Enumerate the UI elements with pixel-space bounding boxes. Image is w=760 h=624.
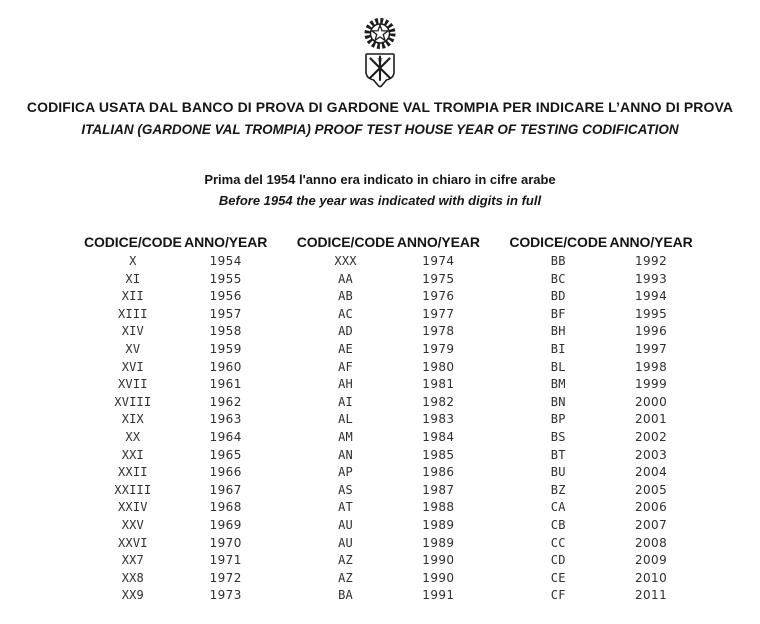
code-cell: XI bbox=[125, 271, 141, 286]
code-cell: AA bbox=[338, 271, 353, 286]
year-cell: 1967 bbox=[209, 482, 242, 497]
year-cell: 1991 bbox=[422, 588, 455, 603]
year-cell: 2001 bbox=[634, 412, 668, 427]
code-cell: X bbox=[129, 254, 137, 268]
code-cell: BL bbox=[550, 359, 566, 374]
table-row bbox=[297, 499, 483, 517]
table-row bbox=[509, 376, 695, 394]
year-cell: 1998 bbox=[634, 359, 668, 374]
year-cell: 1963 bbox=[209, 412, 242, 427]
year-cell: 1999 bbox=[634, 377, 668, 392]
table-row bbox=[509, 394, 695, 412]
code-cell: AU bbox=[338, 535, 353, 550]
table-row bbox=[297, 552, 483, 570]
column-header-code: CODICE/CODE bbox=[509, 234, 608, 250]
table-row bbox=[297, 376, 483, 394]
code-cell: BZ bbox=[550, 482, 566, 497]
table-row bbox=[84, 341, 270, 359]
column-header-code: CODICE/CODE bbox=[84, 234, 182, 250]
note-italian: Prima del 1954 l'anno era indicato in chiaro in cifre arabe bbox=[204, 172, 556, 187]
year-cell: 1966 bbox=[209, 465, 242, 480]
table-row bbox=[297, 341, 483, 359]
code-cell: XV bbox=[125, 341, 141, 356]
table-row bbox=[509, 429, 695, 447]
table-row bbox=[84, 411, 270, 429]
code-cell: XXII bbox=[117, 465, 148, 480]
table-row bbox=[509, 306, 695, 324]
table-row bbox=[84, 429, 270, 447]
code-cell: CC bbox=[550, 535, 566, 550]
code-cell: BB bbox=[550, 254, 566, 268]
table-row bbox=[84, 306, 270, 324]
proof-house-emblem-icon bbox=[348, 16, 412, 92]
year-cell: 1955 bbox=[209, 271, 242, 286]
year-cell: 1988 bbox=[422, 500, 455, 515]
code-cell: BN bbox=[550, 394, 566, 409]
year-cell: 1985 bbox=[422, 447, 455, 462]
code-cell: BD bbox=[550, 289, 566, 304]
code-cell: CB bbox=[550, 517, 566, 532]
table-row bbox=[509, 517, 695, 535]
table-row bbox=[84, 359, 270, 377]
table-row bbox=[84, 552, 270, 570]
year-cell: 1977 bbox=[422, 306, 455, 321]
code-cell: XX bbox=[125, 429, 141, 444]
code-cell: AF bbox=[338, 359, 353, 374]
column-header-code: CODICE/CODE bbox=[296, 234, 395, 250]
code-cell: BP bbox=[550, 412, 566, 427]
code-cell: BA bbox=[338, 588, 353, 603]
table-row bbox=[297, 517, 483, 535]
code-cell: AC bbox=[338, 306, 353, 321]
code-cell: XVII bbox=[117, 377, 148, 392]
year-cell: 1961 bbox=[209, 377, 242, 392]
code-cell: CA bbox=[550, 500, 566, 515]
code-cell: AN bbox=[338, 447, 353, 462]
code-cell: CF bbox=[550, 588, 566, 603]
header-row bbox=[84, 234, 270, 253]
year-cell: 1971 bbox=[209, 553, 242, 568]
column-header-year: ANNO/YEAR bbox=[396, 234, 480, 250]
table-row bbox=[509, 587, 695, 605]
year-cell: 1995 bbox=[634, 306, 668, 321]
code-cell: BS bbox=[550, 429, 566, 444]
year-cell: 2000 bbox=[634, 394, 668, 409]
table-row bbox=[84, 482, 270, 500]
code-cell: XX7 bbox=[121, 553, 144, 568]
year-cell: 1959 bbox=[209, 341, 242, 356]
code-cell: CD bbox=[550, 553, 566, 568]
year-cell: 2009 bbox=[634, 553, 668, 568]
table-row bbox=[509, 552, 695, 570]
code-cell: AP bbox=[338, 465, 353, 480]
code-cell: XX8 bbox=[121, 570, 144, 585]
year-cell: 2005 bbox=[634, 482, 668, 497]
year-cell: 1986 bbox=[422, 465, 455, 480]
code-cell: BI bbox=[550, 341, 566, 356]
code-cell: XXVI bbox=[117, 535, 148, 550]
table-row bbox=[84, 323, 270, 341]
column-header-year: ANNO/YEAR bbox=[609, 234, 693, 250]
table-row bbox=[297, 323, 483, 341]
year-cell: 1980 bbox=[422, 359, 455, 374]
table-row bbox=[84, 535, 270, 553]
code-cell: AB bbox=[338, 289, 353, 304]
table-row bbox=[297, 464, 483, 482]
year-cell: 1993 bbox=[634, 271, 668, 286]
table-row bbox=[509, 447, 695, 465]
table-row bbox=[297, 587, 483, 605]
code-cell: XX9 bbox=[121, 588, 144, 603]
table-row bbox=[509, 341, 695, 359]
code-year-table-1 bbox=[84, 234, 270, 605]
year-cell: 1989 bbox=[422, 535, 455, 550]
code-cell: AM bbox=[338, 429, 353, 444]
table-row bbox=[509, 323, 695, 341]
year-cell: 1990 bbox=[422, 570, 455, 585]
year-cell: 1972 bbox=[209, 570, 242, 585]
table-row bbox=[297, 570, 483, 588]
year-cell: 1992 bbox=[634, 254, 668, 268]
table-row bbox=[84, 253, 270, 271]
code-cell: XII bbox=[121, 289, 144, 304]
code-cell: XXX bbox=[334, 254, 357, 268]
code-cell: AZ bbox=[338, 570, 353, 585]
code-cell: AT bbox=[338, 500, 353, 515]
year-cell: 1979 bbox=[422, 341, 455, 356]
year-cell: 1954 bbox=[209, 254, 242, 268]
table-row bbox=[84, 587, 270, 605]
code-cell: XXIII bbox=[114, 482, 152, 497]
table-row bbox=[509, 271, 695, 289]
code-cell: XIX bbox=[121, 412, 144, 427]
code-cell: AL bbox=[338, 412, 353, 427]
year-cell: 1990 bbox=[422, 553, 455, 568]
code-year-table-2 bbox=[297, 234, 483, 605]
table-row bbox=[84, 464, 270, 482]
year-cell: 2008 bbox=[634, 535, 668, 550]
year-cell: 2011 bbox=[634, 588, 668, 603]
code-cell: XXIV bbox=[117, 500, 148, 515]
year-cell: 1987 bbox=[422, 482, 455, 497]
code-cell: XXV bbox=[121, 517, 144, 532]
page-title-italian: CODIFICA USATA DAL BANCO DI PROVA DI GARDONE VAL TROMPIA PER INDICARE L’ANNO DI PROVA bbox=[26, 99, 734, 115]
header-row bbox=[297, 234, 483, 253]
table-row bbox=[509, 411, 695, 429]
code-cell: BU bbox=[550, 465, 566, 480]
column-header-year: ANNO/YEAR bbox=[184, 234, 268, 250]
code-cell: XXI bbox=[121, 447, 144, 462]
code-cell: XIV bbox=[121, 324, 144, 339]
year-cell: 2002 bbox=[634, 429, 668, 444]
code-cell: CE bbox=[550, 570, 566, 585]
table-row bbox=[509, 499, 695, 517]
table-row bbox=[297, 482, 483, 500]
table-row bbox=[509, 253, 695, 271]
year-cell: 1994 bbox=[634, 289, 668, 304]
table-row bbox=[84, 499, 270, 517]
table-row bbox=[509, 570, 695, 588]
code-cell: AH bbox=[338, 377, 353, 392]
year-cell: 2010 bbox=[634, 570, 668, 585]
year-cell: 1958 bbox=[209, 324, 242, 339]
table-row bbox=[84, 271, 270, 289]
year-cell: 2006 bbox=[634, 500, 668, 515]
table-row bbox=[509, 482, 695, 500]
code-cell: BF bbox=[550, 306, 566, 321]
table-row bbox=[297, 271, 483, 289]
table-row bbox=[297, 447, 483, 465]
table-row bbox=[509, 359, 695, 377]
table-row bbox=[297, 394, 483, 412]
year-cell: 1973 bbox=[209, 588, 242, 603]
table-row bbox=[84, 288, 270, 306]
code-cell: AI bbox=[338, 394, 353, 409]
year-cell: 1997 bbox=[634, 341, 668, 356]
table-row bbox=[84, 447, 270, 465]
table-row bbox=[297, 359, 483, 377]
code-cell: BH bbox=[550, 324, 566, 339]
year-cell: 1968 bbox=[209, 500, 242, 515]
table-row bbox=[297, 288, 483, 306]
document-page bbox=[0, 16, 760, 624]
code-year-table-3 bbox=[509, 234, 695, 605]
year-cell: 2003 bbox=[634, 447, 668, 462]
table-row bbox=[84, 570, 270, 588]
table-row bbox=[297, 535, 483, 553]
table-row bbox=[84, 517, 270, 535]
year-cell: 1982 bbox=[422, 394, 455, 409]
year-cell: 1983 bbox=[422, 412, 455, 427]
table-row bbox=[509, 535, 695, 553]
year-cell: 1975 bbox=[422, 271, 455, 286]
code-cell: AD bbox=[338, 324, 353, 339]
table-row bbox=[84, 394, 270, 412]
code-cell: XIII bbox=[117, 306, 148, 321]
year-cell: 1989 bbox=[422, 517, 455, 532]
code-cell: AU bbox=[338, 517, 353, 532]
table-row bbox=[297, 411, 483, 429]
year-cell: 1956 bbox=[209, 289, 242, 304]
year-cell: 2004 bbox=[634, 465, 668, 480]
year-cell: 1984 bbox=[422, 429, 455, 444]
table-row bbox=[509, 464, 695, 482]
code-cell: XVI bbox=[121, 359, 144, 374]
header-row bbox=[509, 234, 695, 253]
code-cell: AE bbox=[338, 341, 353, 356]
code-cell: AS bbox=[338, 482, 353, 497]
year-cell: 1976 bbox=[422, 289, 455, 304]
year-cell: 1964 bbox=[209, 429, 242, 444]
year-cell: 1965 bbox=[209, 447, 242, 462]
code-cell: AZ bbox=[338, 553, 353, 568]
year-cell: 1957 bbox=[209, 306, 242, 321]
year-cell: 1978 bbox=[422, 324, 455, 339]
year-cell: 1981 bbox=[422, 377, 455, 392]
code-cell: BM bbox=[550, 377, 566, 392]
code-year-tables bbox=[84, 234, 760, 605]
code-cell: XVIII bbox=[114, 394, 152, 409]
code-cell: BC bbox=[550, 271, 566, 286]
note-english: Before 1954 the year was indicated with digits in full bbox=[218, 193, 542, 208]
code-cell: BT bbox=[550, 447, 566, 462]
page-title-english: ITALIAN (GARDONE VAL TROMPIA) PROOF TEST HOUSE YEAR OF TESTING CODIFICATION bbox=[81, 122, 679, 137]
year-cell: 2007 bbox=[634, 517, 668, 532]
table-row bbox=[84, 376, 270, 394]
gear-icon bbox=[368, 22, 392, 46]
year-cell: 1969 bbox=[209, 517, 242, 532]
year-cell: 1962 bbox=[209, 394, 242, 409]
table-row bbox=[297, 306, 483, 324]
table-row bbox=[297, 429, 483, 447]
year-cell: 1960 bbox=[209, 359, 242, 374]
table-row bbox=[509, 288, 695, 306]
shield-icon bbox=[366, 54, 394, 87]
year-cell: 1970 bbox=[209, 535, 242, 550]
table-row bbox=[297, 253, 483, 271]
year-cell: 1996 bbox=[634, 324, 668, 339]
year-cell: 1974 bbox=[422, 254, 455, 268]
